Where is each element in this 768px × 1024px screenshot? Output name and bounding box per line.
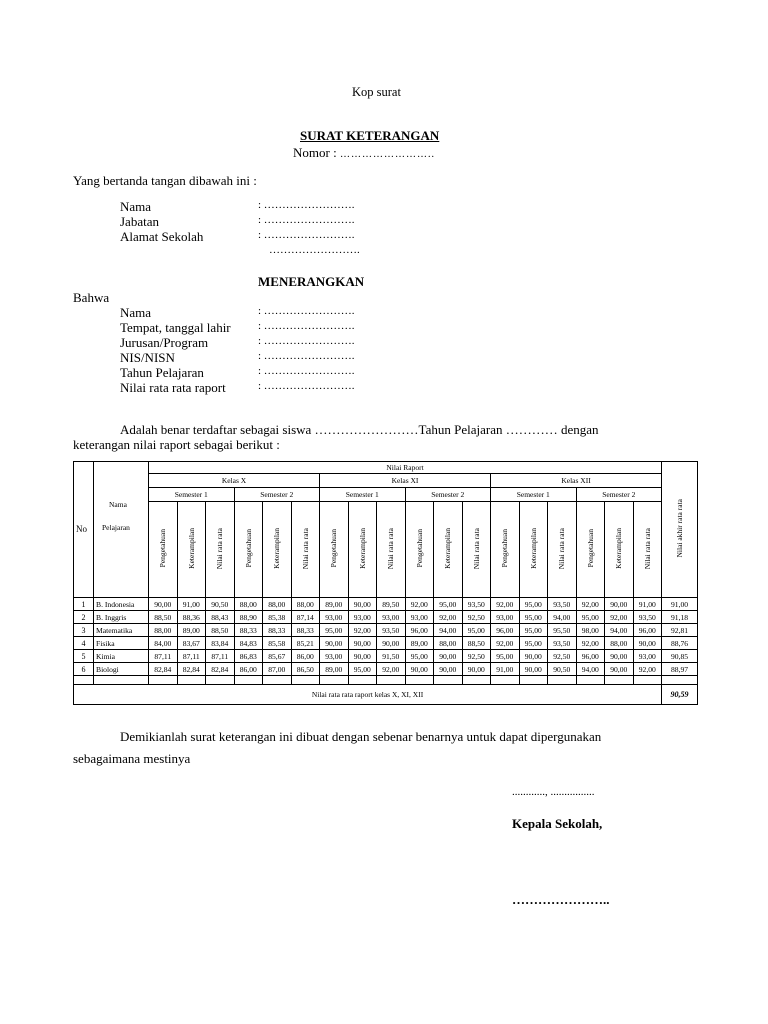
- grade-cell: 90,00: [348, 650, 377, 663]
- no-header: No: [76, 524, 87, 534]
- sub-header: Nilai rata rata: [215, 527, 225, 570]
- grade-cell: 83,67: [177, 637, 206, 650]
- semester-header: Semester 1: [149, 488, 235, 502]
- sub-header: Keterampilan: [614, 528, 624, 569]
- grade-cell: 92,00: [576, 598, 605, 611]
- menerangkan-heading: MENERANGKAN: [258, 274, 365, 289]
- row-average: 91,18: [662, 611, 698, 624]
- grade-cell: 88,50: [206, 624, 235, 637]
- grade-cell: 95,00: [462, 624, 491, 637]
- grade-cell: 88,00: [263, 598, 292, 611]
- grade-cell: 96,00: [491, 624, 520, 637]
- grade-cell: 96,00: [405, 624, 434, 637]
- semester-header: Semester 2: [405, 488, 491, 502]
- sub-header: Nilai rata rata: [471, 527, 481, 570]
- student-value: : …………………….: [258, 380, 355, 392]
- student-label: NIS/NISN: [120, 350, 175, 365]
- grade-cell: 87,00: [263, 663, 292, 676]
- grade-cell: 90,00: [348, 637, 377, 650]
- grade-cell: 89,00: [177, 624, 206, 637]
- grade-cell: 82,84: [177, 663, 206, 676]
- row-number: 1: [74, 598, 94, 611]
- grade-rows: [74, 598, 698, 685]
- closing-line1: Demikianlah surat keterangan ini dibuat dengan sebenar benarnya untuk dapat dipergunakan: [120, 729, 602, 744]
- grade-cell: 89,00: [405, 637, 434, 650]
- grade-cell: 95,00: [320, 624, 349, 637]
- grade-cell: 95,50: [548, 624, 577, 637]
- grade-cell: 94,00: [576, 663, 605, 676]
- grade-cell: 88,90: [234, 611, 263, 624]
- grade-cell: 92,00: [576, 637, 605, 650]
- student-label: Tahun Pelajaran: [120, 365, 204, 380]
- grade-cell: 88,00: [234, 598, 263, 611]
- student-label: Nama: [120, 305, 152, 320]
- grade-cell: 88,33: [263, 624, 292, 637]
- grade-cell: 87,11: [177, 650, 206, 663]
- grade-cell: 91,00: [491, 663, 520, 676]
- grade-cell: 95,00: [519, 624, 548, 637]
- signer-label: Jabatan: [120, 214, 159, 229]
- student-value: : …………………….: [258, 305, 355, 317]
- grade-cell: 86,00: [291, 650, 320, 663]
- grade-cell: 84,83: [234, 637, 263, 650]
- row-average: 91,00: [662, 598, 698, 611]
- signer-label: Nama: [120, 199, 152, 214]
- grade-cell: 94,00: [434, 624, 463, 637]
- student-label: Tempat, tanggal lahir: [120, 320, 231, 335]
- grade-cell: 95,00: [348, 663, 377, 676]
- bahwa-text: Bahwa: [73, 290, 110, 305]
- grade-cell: 96,00: [633, 624, 662, 637]
- grade-cell: 90,00: [519, 650, 548, 663]
- grade-cell: 90,00: [405, 663, 434, 676]
- grade-cell: 93,50: [633, 611, 662, 624]
- grade-cell: 92,50: [462, 650, 491, 663]
- sub-header: Keterampilan: [443, 528, 453, 569]
- grade-cell: 95,00: [405, 650, 434, 663]
- grade-cell: 93,50: [377, 624, 406, 637]
- row-average: 92,81: [662, 624, 698, 637]
- kop-surat: Kop surat: [352, 85, 401, 99]
- student-label: Nilai rata rata raport: [120, 380, 226, 395]
- grade-cell: 92,00: [377, 663, 406, 676]
- document-title: SURAT KETERANGAN: [300, 128, 440, 143]
- grade-cell: 92,00: [434, 611, 463, 624]
- grade-cell: 86,50: [291, 663, 320, 676]
- statement-line2: keterangan nilai raport sebagai berikut :: [73, 437, 280, 452]
- row-average: 90,85: [662, 650, 698, 663]
- sub-header: Keterampilan: [186, 528, 196, 569]
- grade-cell: 88,50: [149, 611, 178, 624]
- grade-cell: 85,58: [263, 637, 292, 650]
- grade-cell: 90,00: [605, 650, 634, 663]
- grade-cell: 90,00: [434, 663, 463, 676]
- row-number: 3: [74, 624, 94, 637]
- spacer-row: [74, 676, 698, 685]
- closing-line2: sebagaimana mestinya: [73, 751, 191, 766]
- grade-cell: 92,00: [605, 611, 634, 624]
- sub-header: Pengetahuan: [585, 529, 595, 568]
- grade-cell: 88,33: [291, 624, 320, 637]
- grade-cell: 89,00: [320, 663, 349, 676]
- grade-cell: 95,00: [491, 650, 520, 663]
- grade-cell: 93,00: [377, 611, 406, 624]
- sub-header: Keterampilan: [528, 528, 538, 569]
- grade-cell: 87,14: [291, 611, 320, 624]
- kelas-header: Kelas XII: [491, 474, 662, 488]
- grade-cell: 91,00: [633, 598, 662, 611]
- row-subject: Kimia: [94, 650, 149, 663]
- intro-text: Yang bertanda tangan dibawah ini :: [73, 173, 257, 188]
- grade-cell: 89,50: [377, 598, 406, 611]
- nama-header: Nama: [109, 499, 127, 509]
- grade-cell: 95,00: [519, 611, 548, 624]
- grade-cell: 88,50: [462, 637, 491, 650]
- row-number: 6: [74, 663, 94, 676]
- grade-cell: 93,00: [320, 611, 349, 624]
- signer-value: : …………………….: [258, 214, 355, 226]
- avg-header-text: Nilai akhir rata rata: [675, 499, 685, 558]
- grade-cell: 90,00: [519, 663, 548, 676]
- grade-cell: 93,00: [491, 611, 520, 624]
- grade-cell: 88,00: [605, 637, 634, 650]
- grade-cell: 94,00: [548, 611, 577, 624]
- grade-cell: 88,36: [177, 611, 206, 624]
- grade-cell: 88,00: [291, 598, 320, 611]
- grade-cell: 88,00: [149, 624, 178, 637]
- row-average: 88,97: [662, 663, 698, 676]
- sub-header: Keterampilan: [357, 528, 367, 569]
- sub-header: Pengetahuan: [243, 529, 253, 568]
- grade-cell: 90,00: [434, 650, 463, 663]
- table-row: [74, 598, 698, 611]
- avg-header: [662, 462, 698, 598]
- grade-cell: 91,50: [377, 650, 406, 663]
- semester-header: Semester 1: [320, 488, 406, 502]
- grade-cell: 94,00: [605, 624, 634, 637]
- sub-header: Nilai rata rata: [300, 527, 310, 570]
- grade-cell: 82,84: [149, 663, 178, 676]
- grade-cell: 88,33: [234, 624, 263, 637]
- grade-cell: 92,00: [491, 598, 520, 611]
- grade-cell: 95,00: [519, 598, 548, 611]
- grade-cell: 92,50: [462, 611, 491, 624]
- sub-header: Pengetahuan: [414, 529, 424, 568]
- nomor-line: [293, 145, 435, 161]
- grade-cell: 86,83: [234, 650, 263, 663]
- row-subject: B. Indonesia: [94, 598, 149, 611]
- grade-cell: 95,00: [434, 598, 463, 611]
- grade-cell: 92,00: [633, 663, 662, 676]
- table-row: [74, 611, 698, 624]
- grade-cell: 93,00: [320, 650, 349, 663]
- grade-cell: 93,00: [405, 611, 434, 624]
- signer-position: Kepala Sekolah,: [512, 816, 603, 831]
- grade-cell: 88,43: [206, 611, 235, 624]
- grade-cell: 92,50: [548, 650, 577, 663]
- signer-value: : …………………….: [258, 199, 355, 211]
- grade-cell: 93,50: [548, 637, 577, 650]
- grade-cell: 95,00: [576, 611, 605, 624]
- grade-cell: 90,00: [149, 598, 178, 611]
- grades-table: [73, 461, 698, 705]
- table-row: [74, 637, 698, 650]
- sub-header: Pengetahuan: [158, 529, 168, 568]
- nomor-value: ……………………..: [339, 149, 435, 160]
- signer-value: : …………………….: [258, 229, 355, 241]
- grade-cell: 90,00: [377, 637, 406, 650]
- grade-cell: 91,00: [177, 598, 206, 611]
- place-date: ............, ................: [512, 786, 595, 798]
- sub-header: Nilai rata rata: [386, 527, 396, 570]
- grade-cell: 85,21: [291, 637, 320, 650]
- kelas-header: Kelas XI: [320, 474, 491, 488]
- grade-cell: 93,50: [548, 598, 577, 611]
- row-number: 4: [74, 637, 94, 650]
- row-average: 88,76: [662, 637, 698, 650]
- row-subject: Biologi: [94, 663, 149, 676]
- row-subject: Fisika: [94, 637, 149, 650]
- signer-name: …………………..: [512, 892, 610, 907]
- sub-header: Nilai rata rata: [642, 527, 652, 570]
- sub-header: Keterampilan: [272, 528, 282, 569]
- student-value: : …………………….: [258, 320, 355, 332]
- nama-pelajaran-header: [94, 488, 149, 598]
- grade-cell: 92,00: [491, 637, 520, 650]
- grade-cell: 90,00: [320, 637, 349, 650]
- sub-header: Pengetahuan: [500, 529, 510, 568]
- grade-cell: 92,00: [405, 598, 434, 611]
- row-subject: B. Inggris: [94, 611, 149, 624]
- semester-header: Semester 2: [576, 488, 662, 502]
- table-row: [74, 624, 698, 637]
- student-value: : …………………….: [258, 365, 355, 377]
- grade-cell: 87,11: [149, 650, 178, 663]
- footer-value: 90,59: [662, 685, 698, 705]
- row-subject: Matematika: [94, 624, 149, 637]
- semester-header: Semester 2: [234, 488, 320, 502]
- grade-cell: 90,50: [206, 598, 235, 611]
- grade-cell: 90,00: [633, 637, 662, 650]
- student-value: : …………………….: [258, 335, 355, 347]
- grade-cell: 88,00: [434, 637, 463, 650]
- sub-header: Nilai rata rata: [557, 527, 567, 570]
- grade-cell: 87,11: [206, 650, 235, 663]
- footer-label: Nilai rata rata raport kelas X, XI, XII: [74, 685, 662, 705]
- row-number: 2: [74, 611, 94, 624]
- grade-cell: 90,50: [548, 663, 577, 676]
- grade-cell: 90,00: [605, 663, 634, 676]
- sub-header: Pengetahuan: [329, 529, 339, 568]
- grade-cell: 86,00: [234, 663, 263, 676]
- grade-cell: 89,00: [320, 598, 349, 611]
- grade-cell: 82,84: [206, 663, 235, 676]
- student-label: Jurusan/Program: [120, 335, 209, 350]
- grade-cell: 93,50: [462, 598, 491, 611]
- nilai-raport-header: Nilai Raport: [149, 462, 662, 474]
- grade-cell: 83,84: [206, 637, 235, 650]
- grade-cell: 90,00: [605, 598, 634, 611]
- grade-cell: 92,00: [348, 624, 377, 637]
- grade-cell: 85,67: [263, 650, 292, 663]
- table-row: [74, 663, 698, 676]
- grade-cell: 96,00: [576, 650, 605, 663]
- grade-cell: 95,00: [519, 637, 548, 650]
- nomor-label: Nomor :: [293, 145, 337, 160]
- row-number: 5: [74, 650, 94, 663]
- semester-header: Semester 1: [491, 488, 577, 502]
- signer-value: …………………….: [269, 244, 360, 256]
- student-value: : …………………….: [258, 350, 355, 362]
- table-row: [74, 650, 698, 663]
- pelajaran-header: Pelajaran: [102, 522, 130, 532]
- grade-cell: 90,00: [462, 663, 491, 676]
- grade-cell: 98,00: [576, 624, 605, 637]
- grade-cell: 84,00: [149, 637, 178, 650]
- signer-label: Alamat Sekolah: [120, 229, 204, 244]
- grade-cell: 90,00: [348, 598, 377, 611]
- grade-cell: 85,38: [263, 611, 292, 624]
- grade-cell: 93,00: [633, 650, 662, 663]
- grade-cell: 93,00: [348, 611, 377, 624]
- kelas-header: Kelas X: [149, 474, 320, 488]
- statement-line1: Adalah benar terdaftar sebagai siswa ……………………Tahun Pelajaran ………… dengan: [120, 422, 599, 437]
